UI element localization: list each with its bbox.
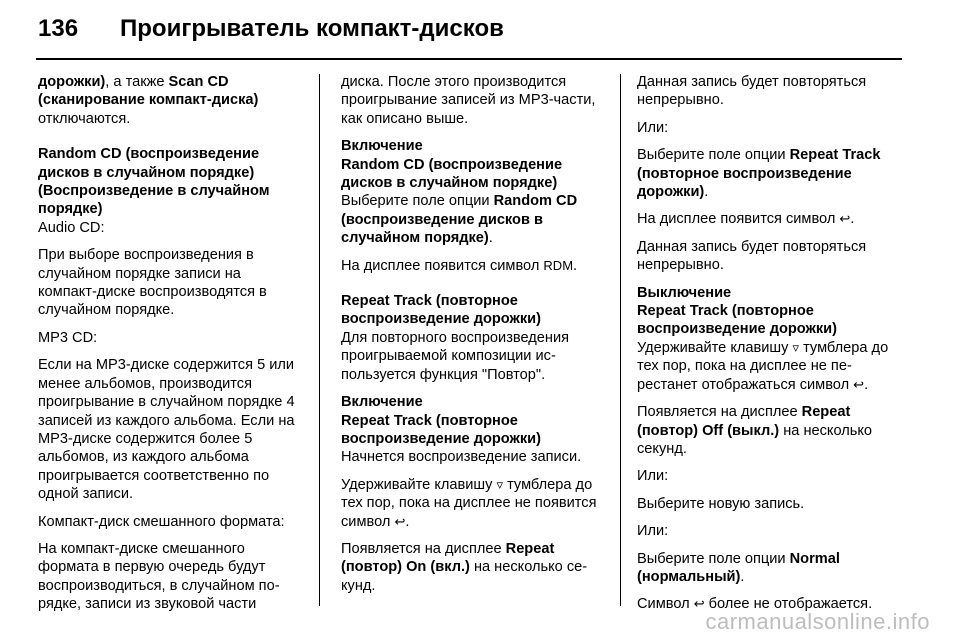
text: . [740,568,745,585]
bold-text: Repeat Track (повторное воспроизведение дорожки) [637,147,881,201]
paragraph: Или: [637,468,669,485]
paragraph [637,339,905,394]
paragraph [637,550,905,587]
text: Появляется на дисплее [637,404,802,421]
text-column-1 [38,73,303,623]
toggle-down-key-icon: ▿ [792,339,800,355]
label-audio-cd: Audio CD: [38,219,105,236]
text: на несколько секунд. [637,422,873,457]
paragraph [38,73,303,128]
text: . [864,376,869,393]
paragraph: При выборе воспроизведения в случайном порядке записи на компакт-диске воспроизводятся в случайном порядке. [38,247,267,319]
text: , а также [105,74,169,90]
heading-repeat-track: Repeat Track (повторное воспроизведение дорожки) [637,303,838,338]
text: Выберите поле опции [637,550,790,567]
text: На дисплее появится символ [637,211,840,228]
paragraph: Если на MP3-диске содержится 5 или менее альбомов, производится проигрывание в случайном порядке 4 записей из каждого альбома. Если на MP3-диске содержится более 5 альбомов, из каждого альбома проигрывается соответственно по одной записи. [38,357,295,503]
paragraph: Данная запись будет повторяться непрерывно. [637,74,867,109]
paragraph: Данная запись будет повторяться непрерывно. [637,238,867,274]
text: . [573,257,578,274]
paragraph [341,257,609,275]
text: . [488,230,493,247]
column-divider [620,74,621,606]
text: . [850,211,855,228]
header-rule [36,58,902,60]
text: Выберите поле опции [637,147,790,164]
paragraph: Или: [637,119,669,136]
label-mixed-cd: Компакт-диск смешанного формата: [38,513,285,530]
text: Символ [637,596,694,613]
text: Выберите поле опции [341,193,494,210]
text: Удерживайте клавишу [341,476,497,493]
paragraph: Для повторного воспроизведения проигрываемой композиции используется функция "Повтор". [341,329,570,383]
repeat-symbol-icon: ↩ [693,596,705,612]
heading-random-cd: Random CD (воспроизведение дисков в случайном порядке) [341,156,563,192]
text: На дисплее появится символ [341,257,544,274]
bold-text: дорожки) [38,74,106,90]
heading-repeat-track: Repeat Track (повторное воспроизведение дорожки) [341,293,542,328]
heading-enable: Включение [341,394,423,411]
heading-enable: Включение [341,138,423,155]
column-divider [319,74,320,606]
paragraph: Выберите новую запись. [637,495,805,512]
text: тумблера до тех пор, пока на дисплее не появится символ [341,476,597,530]
repeat-symbol-icon: ↩ [853,376,865,392]
label-mp3-cd: MP3 CD: [38,329,98,346]
text-column-2 [341,73,609,604]
page-number: 136 [38,15,79,42]
text: Появляется на дисплее [341,540,506,557]
heading-repeat-track: Repeat Track (повторное воспроизведение дорожки) [341,412,542,447]
repeat-symbol-icon: ↩ [839,211,851,227]
bold-text: Scan CD (сканирование компакт-диска) [38,74,259,109]
paragraph: Или: [637,523,669,540]
repeat-symbol-icon: ↩ [394,513,406,529]
paragraph: На компакт-диске смешанного формата в первую очередь будут воспроизводиться, в случайном порядке, записи из звуковой части [38,540,280,613]
paragraph [341,192,609,247]
bold-text: Repeat (повтор) On (вкл.) [341,540,555,576]
paragraph: диска. После этого производится проигрывание записей из MP3-части, как описано выше. [341,74,596,127]
text: на несколько секунд. [341,559,588,594]
section-heading: Random CD (воспроизведение дисков в случайном порядке) [38,146,260,181]
text: отключаются. [38,110,131,127]
paragraph [637,146,905,201]
random-symbol-icon: RDM [543,257,574,273]
text: более не отображается. [704,596,873,613]
text: Удерживайте клавишу [637,339,793,356]
bold-text: Repeat (повтор) Off (выкл.) [637,404,851,439]
paragraph [637,210,905,228]
watermark: carmanualsonline.info [705,609,930,634]
paragraph [637,403,905,458]
paragraph: Начнется воспроизведение записи. [341,449,582,466]
text: . [704,184,709,201]
heading-disable: Выключение [637,284,732,301]
bold-text: Normal (нормальный) [637,550,840,585]
page-title: Проигрыватель компакт-дисков [120,15,504,42]
text-column-3 [637,73,905,623]
toggle-down-key-icon: ▿ [496,476,504,492]
text: тумблера до тех пор, пока на дисплее не перестанет отображаться символ [637,339,889,393]
paragraph [341,476,609,531]
bold-text: Random CD (воспроизведение дисков в случайном порядке) [341,193,578,247]
section-subheading: (Воспроизведение в случайном порядке) [38,183,270,218]
text: . [405,513,410,530]
paragraph [341,540,609,595]
